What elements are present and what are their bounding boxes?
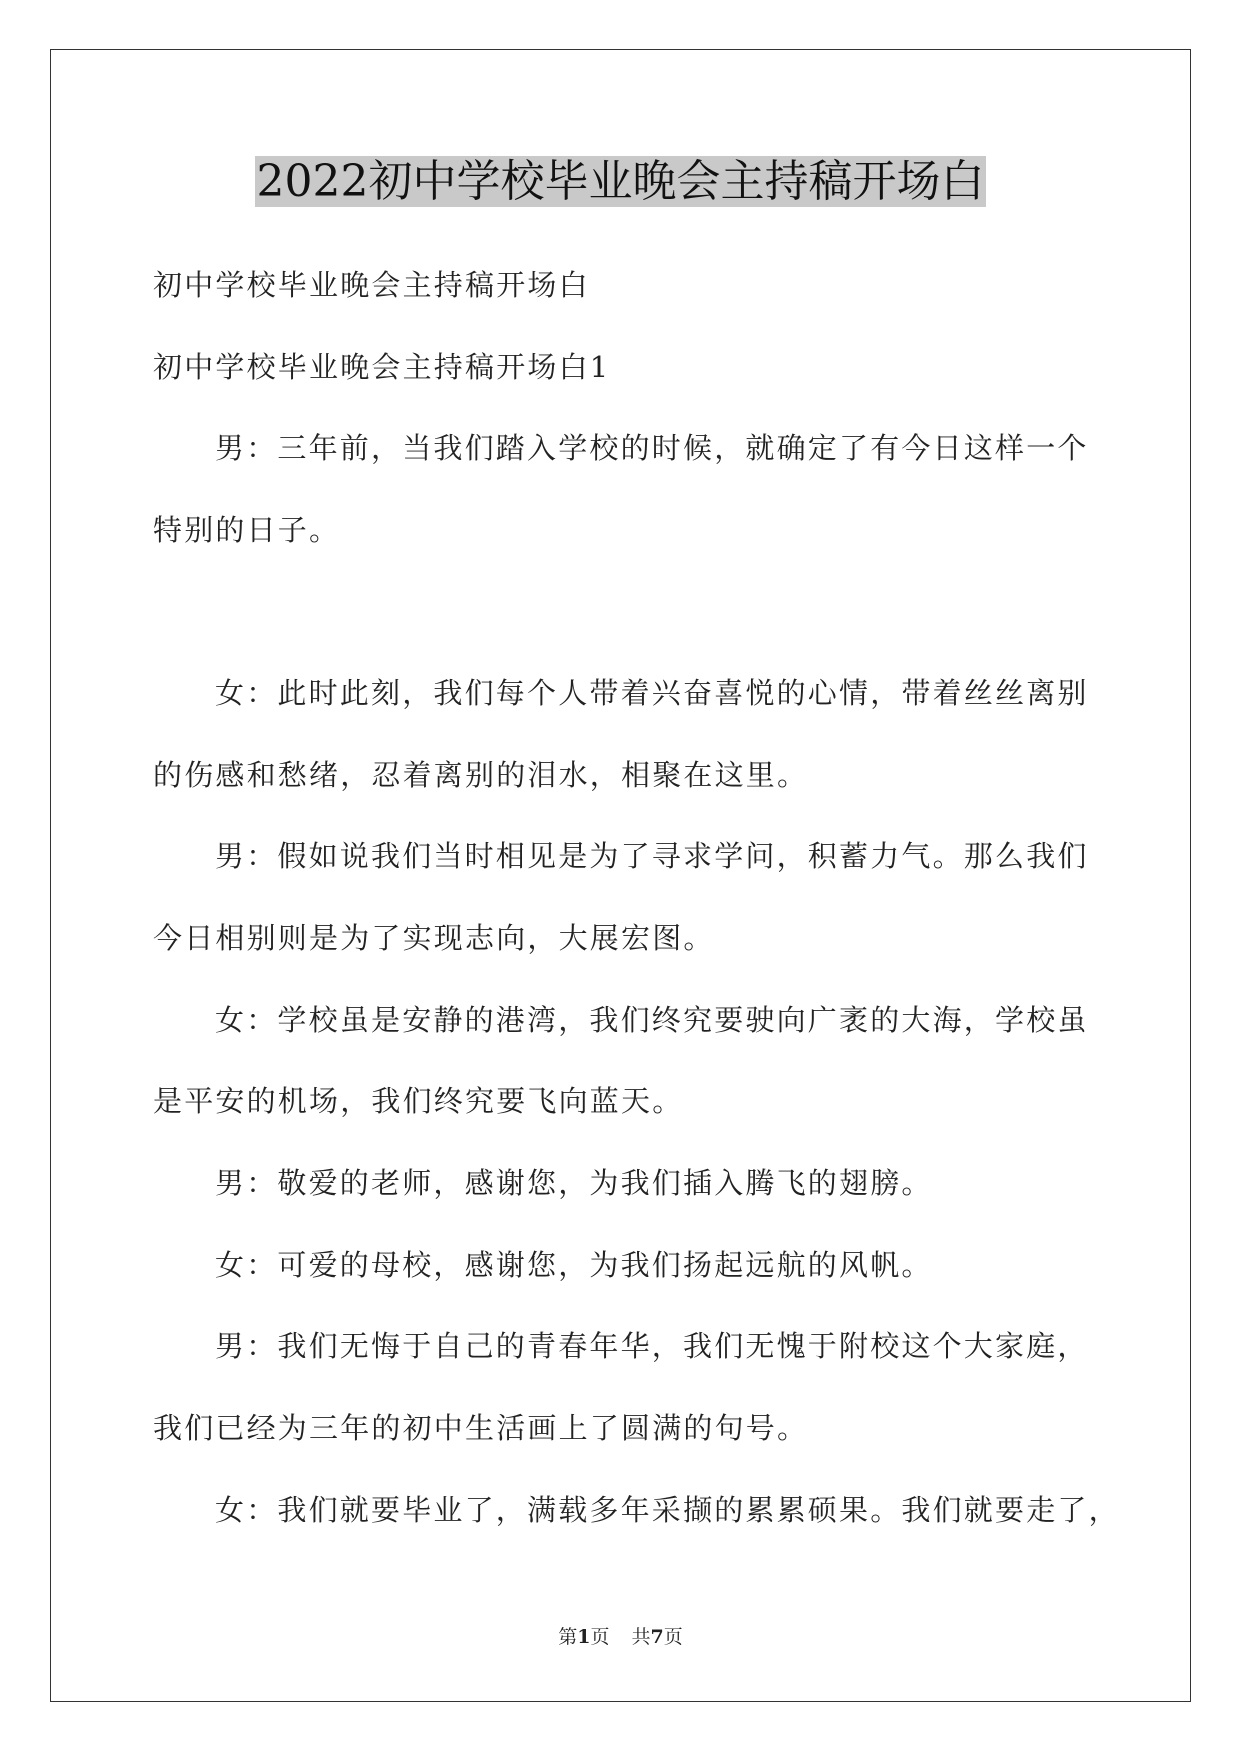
page-number: 1 bbox=[577, 1626, 591, 1648]
paragraph-line: 男：假如说我们当时相见是为了寻求学问，积蓄力气。那么我们 bbox=[215, 839, 1089, 873]
section-heading: 初中学校毕业晚会主持稿开场白1 bbox=[153, 350, 611, 384]
paragraph-line: 今日相别则是为了实现志向，大展宏图。 bbox=[153, 921, 715, 955]
page-footer bbox=[0, 1622, 1241, 1649]
paragraph-line: 女：我们就要毕业了，满载多年采撷的累累硕果。我们就要走了， bbox=[215, 1493, 1120, 1527]
total-prefix: 共 bbox=[631, 1626, 651, 1648]
paragraph-line: 特别的日子。 bbox=[153, 513, 341, 547]
paragraph-line: 是平安的机场，我们终究要飞向蓝天。 bbox=[153, 1084, 684, 1118]
document-title bbox=[0, 154, 1241, 210]
total-pages: 7 bbox=[650, 1626, 664, 1648]
total-suffix: 页 bbox=[663, 1626, 683, 1648]
paragraph-line: 男：我们无悔于自己的青春年华，我们无愧于附校这个大家庭， bbox=[215, 1329, 1089, 1363]
paragraph-line: 我们已经为三年的初中生活画上了圆满的句号。 bbox=[153, 1411, 809, 1445]
paragraph-line: 女：此时此刻，我们每个人带着兴奋喜悦的心情，带着丝丝离别 bbox=[215, 676, 1089, 710]
paragraph-line: 女：学校虽是安静的港湾，我们终究要驶向广袤的大海，学校虽 bbox=[215, 1003, 1089, 1037]
paragraph-line: 男：敬爱的老师，感谢您，为我们插入腾飞的翅膀。 bbox=[215, 1166, 933, 1200]
page-prefix: 第 bbox=[558, 1626, 578, 1648]
paragraph-line: 男：三年前，当我们踏入学校的时候，就确定了有今日这样一个 bbox=[215, 431, 1089, 465]
paragraph-line: 女：可爱的母校，感谢您，为我们扬起远航的风帆。 bbox=[215, 1248, 933, 1282]
paragraph-line: 的伤感和愁绪，忍着离别的泪水，相聚在这里。 bbox=[153, 758, 809, 792]
document-title-text: 2022初中学校毕业晚会主持稿开场白 bbox=[256, 156, 985, 207]
page-suffix: 页 bbox=[590, 1626, 610, 1648]
document-subtitle: 初中学校毕业晚会主持稿开场白 bbox=[153, 268, 590, 302]
